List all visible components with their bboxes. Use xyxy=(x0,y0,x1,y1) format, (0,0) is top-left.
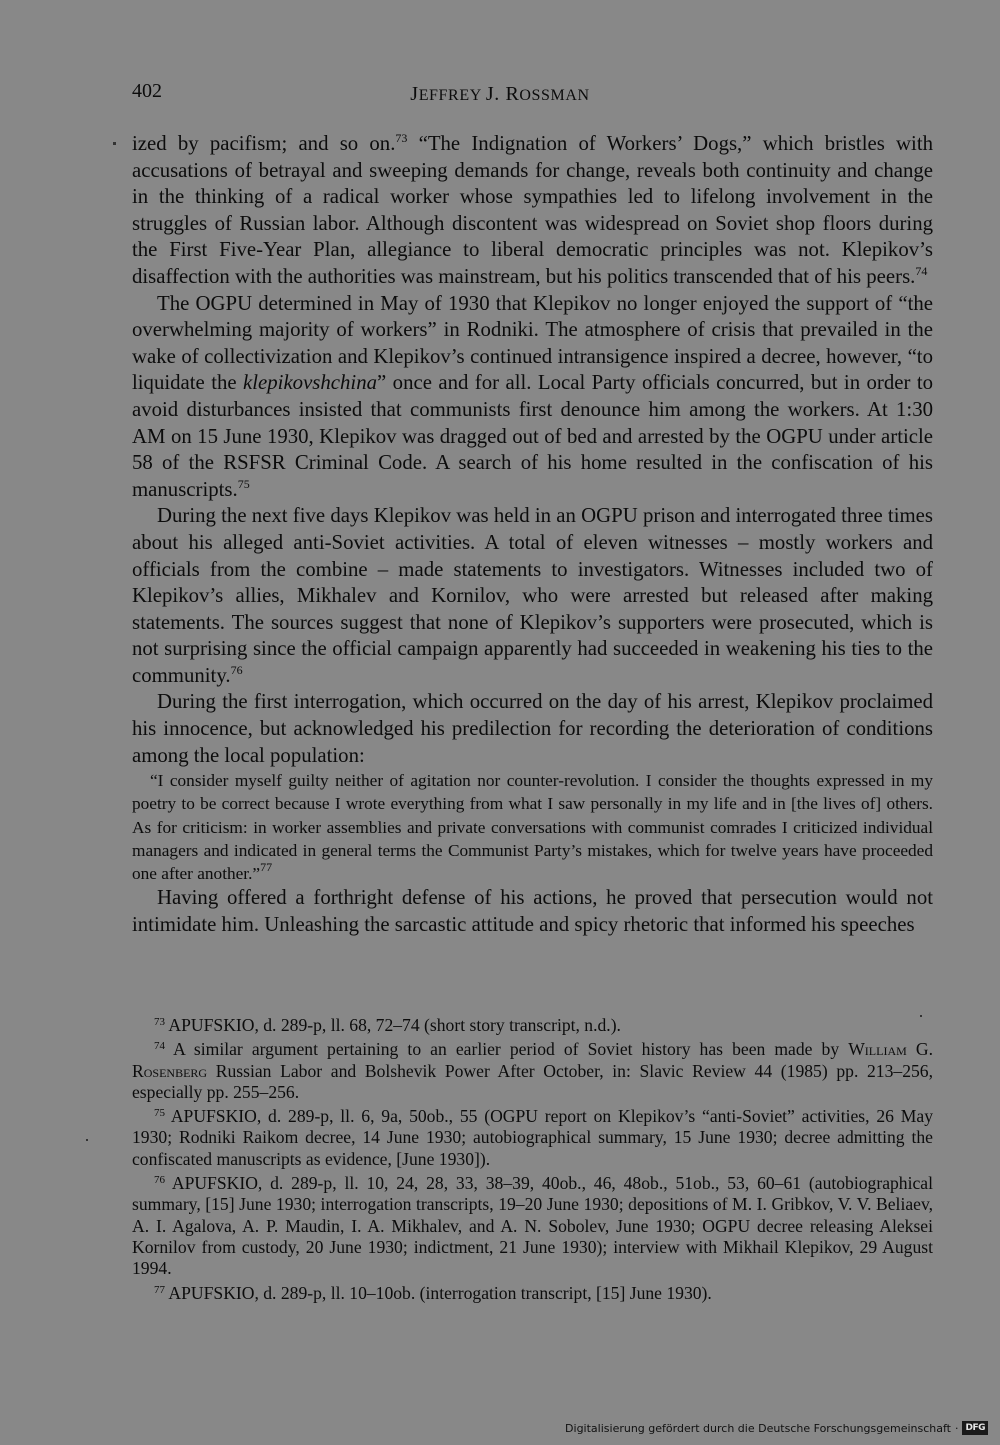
footnotes xyxy=(132,1015,933,1307)
footnote-ref: 74 xyxy=(915,263,928,278)
paragraph: The OGPU determined in May of 1930 that Klepikov no longer enjoyed the support of “the overwhelming majority of workers” in Rodniki. The atmosphere of crisis that prevailed in the wake of collectivization and Klepikov’s continued intransigence inspired a decree, however, “to liquidate the klepikovshchina” once and for all. Local Party officials concurred, but in order to avoid disturbances insisted that communists first denounce him among the workers. At 1:30 AM on 15 June 1930, Klepikov was dragged out of bed and arrested by the OGPU under article 58 of the RSFSR Criminal Code. A search of his home resulted in the confiscation of his manuscripts.$^{75}$ xyxy=(132,291,933,501)
margin-mark xyxy=(113,142,116,145)
running-head xyxy=(0,82,1000,108)
footnote-ref: 73 xyxy=(395,131,408,145)
running-head-last-rest: OSSMAN xyxy=(519,87,590,104)
footnote: $^{75}$ APUFSKIO, d. 289-p, ll. 6, 9a, 50ob., 55 (OGPU report on Klepikov’s “anti-Soviet” activities, 26 May 1930; Rodniki Raikom decree, 14 June 1930; autobiographical summary, 15 June 1930; decree admitting the confiscated manuscripts as evidence, [June 1930]). xyxy=(132,1106,933,1169)
footer-text: Digitalisierung gefördert durch die Deutsche Forschungsgemeinschaft xyxy=(565,1421,951,1435)
running-head-first-rest: EFFREY xyxy=(418,87,482,104)
dfg-logo: DFG xyxy=(962,1421,988,1435)
footer-separator: · xyxy=(954,1421,959,1435)
scan-speck xyxy=(86,1139,88,1141)
main-text xyxy=(132,131,933,938)
digitization-footer xyxy=(565,1419,988,1437)
footnote-ref: 76 xyxy=(230,662,243,677)
paragraph: During the first interrogation, which occurred on the day of his arrest, Klepikov proclaimed his innocence, but acknowledged his predilection for recording the deterioration of conditions among the local population: xyxy=(132,690,933,767)
paragraph: Having offered a forthright defense of his actions, he proved that persecution would not intimidate him. Unleashing the sarcastic attitude and spicy rhetoric that informed his speeches xyxy=(132,886,933,936)
italic-term: klepikovshchina xyxy=(243,371,378,395)
paragraph: ized by pacifism; and so on.$^{73}$ “The Indignation of Workers’ Dogs,” which bristles with accusations of betrayal and sweeping demands for change, reveals both continuity and change in the thinking of a radical worker whose sympathies led to lifelong involvement in the struggles of Russian labor. Although discontent was widespread on Soviet shop floors during the First Five-Year Plan, allegiance to liberal democratic principles was not. Klepikov’s disaffection with the authorities was mainstream, but his politics transcended that of his peers.$^{74}$ xyxy=(132,131,933,288)
footnote: $^{74}$ A similar argument pertaining to an earlier period of Soviet history has been made by William G. Rosenberg Russian Labor and Bolshevik Power After October, in: Slavic Review 44 (1985) pp. 213–256, especially pp. 255–256. xyxy=(132,1039,933,1102)
footnote: $^{77}$ APUFSKIO, d. 289-p, ll. 10–10ob. (interrogation transcript, [15] June 1930). xyxy=(154,1282,712,1303)
footnote-ref: 77 xyxy=(260,860,273,875)
page-number: 402 xyxy=(132,80,162,102)
running-head-middle: J. R xyxy=(485,83,520,105)
paragraph: During the next five days Klepikov was held in an OGPU prison and interrogated three times about his alleged anti-Soviet activities. A total of eleven witnesses – mostly workers and officials from the combine – made statements to investigators. Witnesses included two of Klepikov’s allies, Mikhalev and Kornilov, who were arrested but released after making statements. The sources suggest that none of Klepikov’s supporters were prosecuted, which is not surprising since the official campaign apparently had succeeded in weakening his ties to the community.$^{76}$ xyxy=(132,504,933,687)
footnote: $^{73}$ APUFSKIO, d. 289-p, ll. 68, 72–74 (short story transcript, n.d.). xyxy=(154,1015,621,1035)
footnote: $^{76}$ APUFSKIO, d. 289-p, ll. 10, 24, 28, 33, 38–39, 40ob., 46, 48ob., 51ob., 53, 60–61 (autobiographical summary, [15] June 1930; interrogation transcripts, 19–20 June 1930; depositions of M. I. Gribkov, V. V. Beliaev, A. I. Agalova, A. P. Maudin, I. A. Mikhalev, and A. N. Sobolev, June 1930; OGPU decree releasing Aleksei Kornilov from custody, 20 June 1930; indictment, 21 June 1930); interview with Mikhail Klepikov, 29 August 1994. xyxy=(132,1173,933,1279)
running-head-initial: J xyxy=(410,83,419,105)
block-quote: “I consider myself guilty neither of agitation nor counter-revolution. I consider the thoughts expressed in my poetry to be correct because I wrote everything from what I saw personally in my life and in [the lives of] others. As for criticism: in worker assemblies and private conversations with communist comrades I criticized individual managers and indicated in general terms the Communist Party’s mistakes, which for twelve years have proceeded one after another.”$^{77}$ xyxy=(132,771,933,884)
footnote-ref: 75 xyxy=(237,476,250,491)
